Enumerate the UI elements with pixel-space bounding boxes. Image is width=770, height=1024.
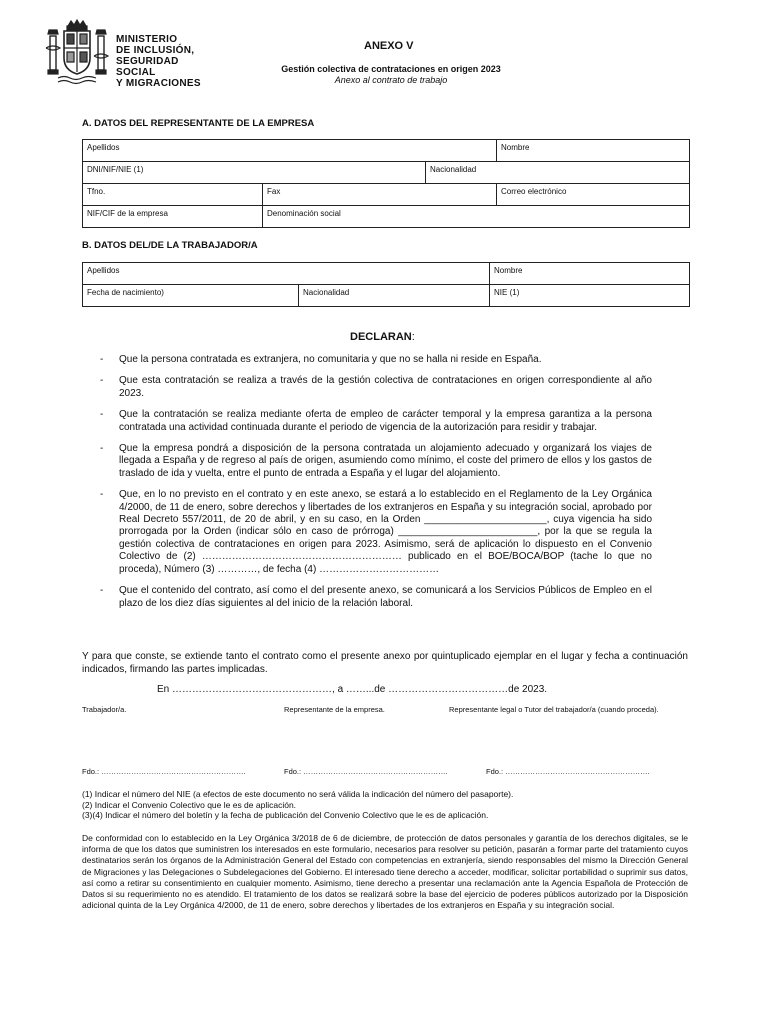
bullet-dash: - bbox=[100, 354, 104, 365]
ministry-line: DE INCLUSIÓN, bbox=[116, 45, 195, 56]
declaration-item bbox=[100, 354, 652, 366]
place-date-line: En …………………………………………, a ……...de ………………………………de 2023. bbox=[157, 684, 548, 695]
annex-title: ANEXO V bbox=[364, 40, 414, 52]
signature-worker-label: Trabajador/a. bbox=[82, 705, 127, 714]
footnotes bbox=[82, 789, 692, 821]
ministry-line: SEGURIDAD bbox=[116, 56, 179, 67]
declaration-text: Que la persona contratada es extranjera, no comunitaria y que no se halla ni reside en España. bbox=[119, 354, 542, 365]
field-worker-name[interactable] bbox=[490, 263, 690, 285]
section-a-title: A. DATOS DEL REPRESENTANTE DE LA EMPRESA bbox=[82, 118, 315, 129]
bullet-dash: - bbox=[100, 409, 104, 421]
field-label: Fax bbox=[267, 187, 281, 196]
field-worker-surname[interactable] bbox=[83, 263, 490, 285]
signature-worker-line[interactable]: Fdo.: …………………………………………………. bbox=[82, 767, 246, 776]
field-worker-birthdate[interactable] bbox=[83, 285, 299, 307]
field-label: Denominación social bbox=[267, 209, 341, 218]
field-company-nif[interactable] bbox=[83, 206, 263, 228]
declaration-item bbox=[100, 443, 652, 480]
annex-note: Anexo al contrato de trabajo bbox=[334, 75, 448, 85]
ministry-line: SOCIAL bbox=[116, 67, 156, 78]
closing-statement: Y para que conste, se extiende tanto el contrato como el presente anexo por quintuplicado ejemplar en el lugar y fecha a continuación indicados, firmando las partes implicadas. bbox=[82, 651, 688, 675]
field-label: Nacionalidad bbox=[430, 165, 477, 174]
field-label: Apellidos bbox=[87, 266, 120, 275]
bullet-dash: - bbox=[100, 375, 104, 387]
field-label: Apellidos bbox=[87, 143, 120, 152]
declaration-item bbox=[100, 489, 652, 576]
section-b-title: B. DATOS DEL/DE LA TRABAJADOR/A bbox=[82, 240, 258, 251]
declaration-text: Que la empresa pondrá a disposición de la persona contratada un alojamiento adecuado y organizará los viajes de llegada a España y de regreso al país de origen, asumiendo como mínimo, el coste del primero de ellos y los gastos de traslado de ida y vuelta, entre el punto de entrada a España y el lugar del alojamiento. bbox=[119, 443, 652, 479]
declaran-title: DECLARAN bbox=[350, 331, 412, 343]
bullet-dash: - bbox=[100, 489, 104, 501]
field-representative-surname[interactable] bbox=[83, 140, 497, 162]
field-company-name[interactable] bbox=[263, 206, 690, 228]
annex-subtitle: Gestión colectiva de contrataciones en origen 2023 bbox=[281, 64, 501, 74]
field-label: Correo electrónico bbox=[501, 187, 567, 196]
field-label: Nombre bbox=[501, 143, 530, 152]
field-label: Nacionalidad bbox=[303, 288, 350, 297]
field-worker-nationality[interactable] bbox=[299, 285, 490, 307]
declaration-item bbox=[100, 375, 652, 400]
footnote: (3)(4) Indicar el número del boletín y la fecha de publicación del Convenio Colectivo que le es de aplicación. bbox=[82, 810, 489, 820]
ministry-line: MINISTERIO bbox=[116, 34, 178, 45]
ministry-line: Y MIGRACIONES bbox=[116, 78, 201, 89]
field-phone[interactable] bbox=[83, 184, 263, 206]
declaration-item bbox=[100, 409, 652, 434]
coat-of-arms-logo bbox=[44, 18, 110, 86]
bullet-dash: - bbox=[100, 585, 104, 597]
signature-company-line[interactable]: Fdo.: …………………………………………………. bbox=[284, 767, 448, 776]
section-a-table bbox=[82, 139, 690, 228]
declaran-colon: : bbox=[411, 331, 415, 343]
field-label: Tfno. bbox=[87, 187, 106, 196]
field-worker-nie[interactable] bbox=[490, 285, 690, 307]
declaration-text: Que la contratación se realiza mediante oferta de empleo de carácter temporal y la empresa garantiza a la persona contratada una actividad continuada durante el periodo de vigencia de la autorización para residir y trabajar. bbox=[119, 409, 652, 433]
field-representative-dni[interactable] bbox=[83, 162, 426, 184]
privacy-notice: De conformidad con lo establecido en la Ley Orgánica 3/2018 de 6 de diciembre, de protección de datos personales y garantía de los derechos digitales, se le informa de que los datos que suministren los interesados en este formulario, necesarios para resolver su petición, pasarán a formar parte del tratamiento cuyos destinatarios serán los órganos de la Administración General del Estado con competencias en extranjería, siendo responsables del mismo la Dirección General de Migraciones y las Delegaciones o Subdelegaciones del Gobierno. El interesado tiene derecho a acceder, modificar, solicitar portabilidad o suprimir sus datos, así como a retirar su consentimiento en cualquier momento. Asimismo, tiene derecho a presentar una reclamación ante la Agencia Española de Protección de Datos si su requerimiento no es atendido. El tratamiento de los datos se realizará sobre la base del ejercicio de poderes públicos autorizado por la Disposición adicional quinta de la Ley Orgánica 4/2000, de 11 de enero, sobre derechos y libertades de los extranjeros en España y su integración social. bbox=[82, 833, 688, 911]
signature-legal-label: Representante legal o Tutor del trabajador/a (cuando proceda). bbox=[449, 705, 659, 714]
declaration-item bbox=[100, 585, 652, 610]
declaration-list bbox=[100, 354, 652, 619]
document-header bbox=[44, 18, 734, 98]
field-label: NIE (1) bbox=[494, 288, 520, 297]
declaran-heading bbox=[350, 331, 415, 343]
bullet-dash: - bbox=[100, 443, 104, 455]
footnote: (2) Indicar el Convenio Colectivo que le es de aplicación. bbox=[82, 799, 297, 810]
ministry-name bbox=[116, 34, 201, 89]
declaration-text: Que el contenido del contrato, así como el del presente anexo, se comunicará a los Servicios Públicos de Empleo en el plazo de los diez días siguientes al del inicio de la relación laboral. bbox=[119, 585, 652, 609]
field-label: NIF/CIF de la empresa bbox=[87, 209, 168, 218]
footnote: (1) Indicar el número del NIE (a efectos de este documento no será válida la indicación del número del pasaporte). bbox=[82, 789, 514, 799]
field-label: DNI/NIF/NIE (1) bbox=[87, 165, 144, 174]
declaration-text: Que esta contratación se realiza a través de la gestión colectiva de contrataciones en origen correspondiente al año 2023. bbox=[119, 375, 652, 399]
signature-company-label: Representante de la empresa. bbox=[284, 705, 385, 714]
field-representative-name[interactable] bbox=[497, 140, 690, 162]
signature-legal-line[interactable]: Fdo.: …………………………………………………. bbox=[486, 767, 650, 776]
field-label: Nombre bbox=[494, 266, 523, 275]
field-representative-nationality[interactable] bbox=[426, 162, 690, 184]
field-label: Fecha de nacimiento) bbox=[87, 288, 164, 297]
field-fax[interactable] bbox=[263, 184, 497, 206]
section-b-table bbox=[82, 262, 690, 307]
declaration-text: Que, en lo no previsto en el contrato y en este anexo, se estará a lo establecido en el Reglamento de la Ley Orgánica 4/2000, de 11 de enero, sobre derechos y libertades de los extranjeros en España y su integración social, aprobado por Real Decreto 557/2011, de 20 de abril, y en su caso, en la Orden ______________________, cuya vigencia ha sido prorrogada por la Orden (indicar sólo en caso de prórroga) _________________________, por la que se regula la gestión colectiva de contrataciones en origen para 2023. Asimismo, será de aplicación lo dispuesto en el Convenio Colectivo de (2) …………………………………………………… publicado en el BOE/BOCA/BOP (tache lo que no proceda), Número (3) …………, de fecha (4) ……………………………… bbox=[119, 489, 652, 575]
annex-subtitle-block bbox=[256, 64, 526, 86]
field-email[interactable] bbox=[497, 184, 690, 206]
